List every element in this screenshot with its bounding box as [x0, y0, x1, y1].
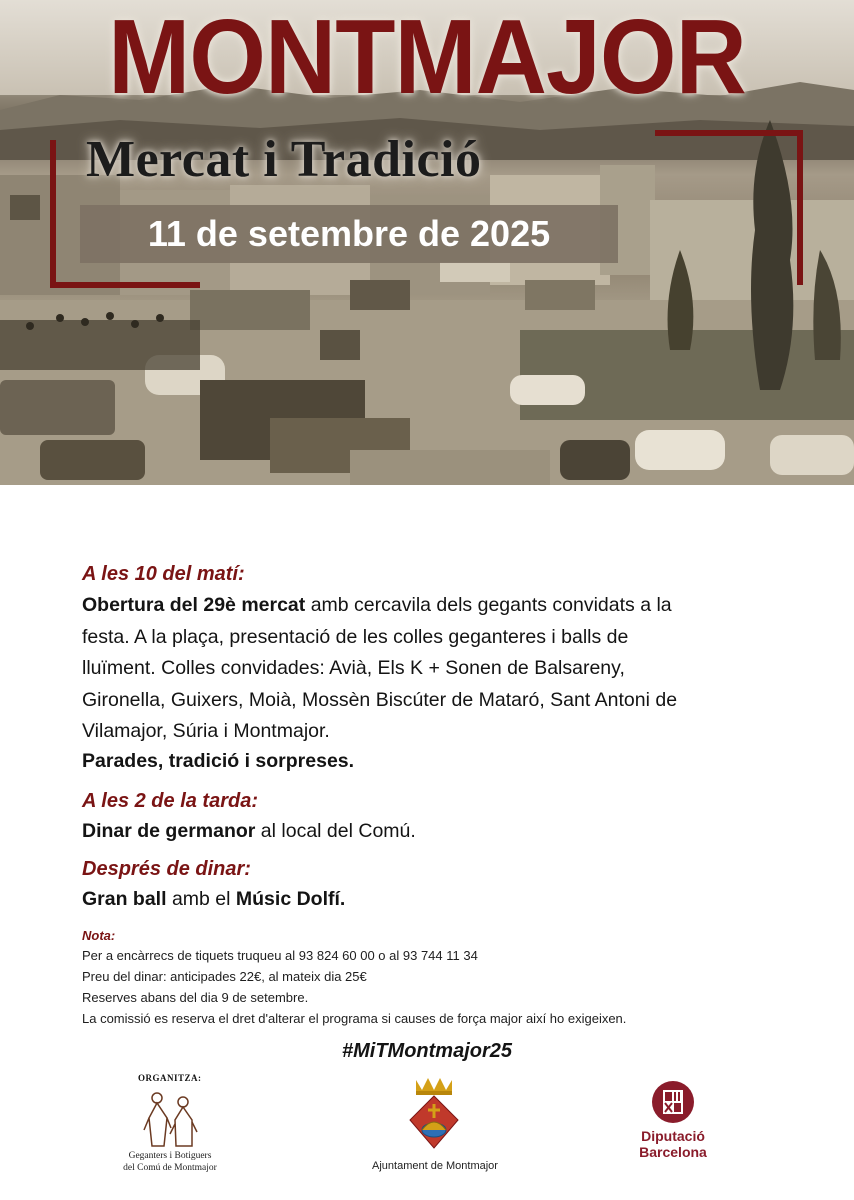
program-paragraph-3 — [82, 884, 802, 916]
section-time-morning: A les 10 del matí: — [82, 563, 245, 585]
diputacio-line-1: Diputació — [641, 1128, 705, 1144]
dance-highlight: Gran ball — [82, 888, 167, 910]
program-extra — [82, 746, 802, 778]
opening-highlight: Obertura del 29è mercat — [82, 594, 306, 616]
event-subtitle: Mercat i Tradició — [86, 131, 482, 188]
line-2-text: festa. A la plaça, presentació de les colles geganteres i balls de — [82, 625, 629, 648]
musician-highlight: Músic Dolfí. — [235, 888, 346, 910]
program-paragraph-2 — [82, 816, 802, 848]
frame-bottom — [50, 282, 200, 288]
note-line: La comissió es reserva el dret d'alterar el programa si causes de força major així ho exigeixen. — [82, 1011, 627, 1026]
frame-left — [50, 140, 56, 288]
note-title: Nota: — [82, 928, 116, 943]
diputacio-label — [618, 1128, 728, 1160]
program-paragraph-1 — [82, 590, 802, 748]
dance-text: amb el — [166, 888, 236, 910]
frame-right — [797, 130, 803, 285]
frame-top — [655, 130, 803, 136]
montmajor-coat-of-arms — [402, 1074, 466, 1154]
organitza-label: ORGANITZA: — [138, 1073, 202, 1083]
section-time-after-lunch: Després de dinar: — [82, 858, 251, 880]
line-5-text: Vilamajor, Súria i Montmajor. — [82, 720, 330, 742]
diputacio-line-2: Barcelona — [639, 1144, 707, 1160]
lunch-highlight: Dinar de germanor — [82, 820, 256, 842]
line-3-text: lluïment. Colles convidades: Avià, Els K + Sonen de Balsareny, — [82, 657, 625, 679]
organizer-line-1: Geganters i Botiguers — [128, 1151, 212, 1161]
organizer-name — [110, 1150, 230, 1174]
ajuntament-label: Ajuntament de Montmajor — [372, 1160, 498, 1172]
diputacio-logo — [651, 1080, 695, 1124]
extras-highlight: Parades, tradició i sorpreses. — [82, 750, 355, 772]
note-line: Per a encàrrecs de tiquets truqueu al 93 824 60 00 o al 93 744 11 34 — [82, 948, 478, 963]
note-line: Reserves abans del dia 9 de setembre. — [82, 990, 309, 1005]
section-time-afternoon: A les 2 de la tarda: — [82, 790, 258, 812]
giants-logo — [140, 1088, 200, 1150]
event-date: 11 de setembre de 2025 — [147, 213, 551, 254]
organizer-line-2: del Comú de Montmajor — [123, 1163, 217, 1173]
hero-photo — [0, 0, 854, 485]
line-4-text: Gironella, Guixers, Moià, Mossèn Biscúter de Mataró, Sant Antoni de — [82, 688, 678, 711]
line-1-text: amb cercavila dels gegants convidats a la — [305, 594, 672, 616]
note-line: Preu del dinar: anticipades 22€, al mateix dia 25€ — [82, 969, 367, 984]
event-title: MONTMAJOR — [108, 0, 746, 116]
lunch-text: al local del Comú. — [255, 820, 416, 842]
hashtag: #MiTMontmajor25 — [341, 1040, 513, 1062]
